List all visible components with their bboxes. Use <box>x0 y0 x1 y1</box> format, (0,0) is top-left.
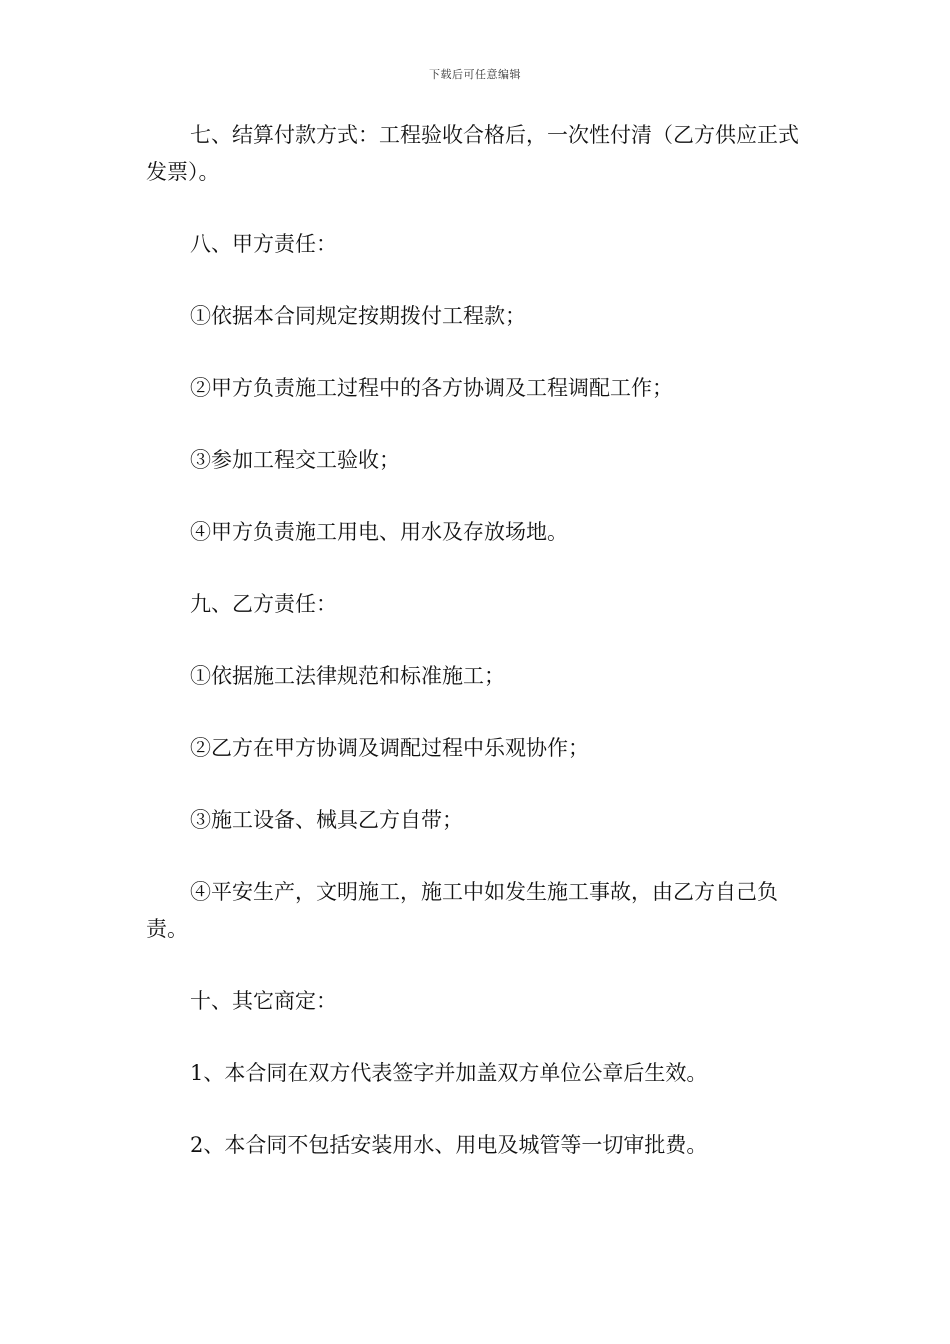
page-header: 下载后可任意编辑 <box>429 68 521 81</box>
clause-10-heading: 十、其它商定： <box>190 989 337 1013</box>
clause-9-item-4: ④平安生产，文明施工，施工中如发生施工事故，由乙方自己负责。 <box>146 880 778 941</box>
clause-8-item-3: ③参加工程交工验收； <box>190 448 400 472</box>
clause-9-item-1: ①依据施工法律规范和标准施工； <box>190 664 505 688</box>
clause-9-heading: 九、乙方责任： <box>190 592 337 616</box>
clause-8-item-4: ④甲方负责施工用电、用水及存放场地。 <box>190 520 568 544</box>
clause-9-item-3: ③施工设备、械具乙方自带； <box>190 808 463 832</box>
clause-8-heading: 八、甲方责任： <box>190 232 337 256</box>
clause-8-item-1: ①依据本合同规定按期拨付工程款； <box>190 304 526 328</box>
clause-9-item-2: ②乙方在甲方协调及调配过程中乐观协作； <box>190 736 589 760</box>
clause-7-payment: 七、结算付款方式：工程验收合格后，一次性付清（乙方供应正式发票）。 <box>146 123 799 184</box>
clause-8-item-2: ②甲方负责施工过程中的各方协调及工程调配工作； <box>190 376 673 400</box>
clause-10-item-1: 1、本合同在双方代表签字并加盖双方单位公章后生效。 <box>190 1061 708 1085</box>
clause-10-item-2: 2、本合同不包括安装用水、用电及城管等一切审批费。 <box>190 1133 708 1157</box>
